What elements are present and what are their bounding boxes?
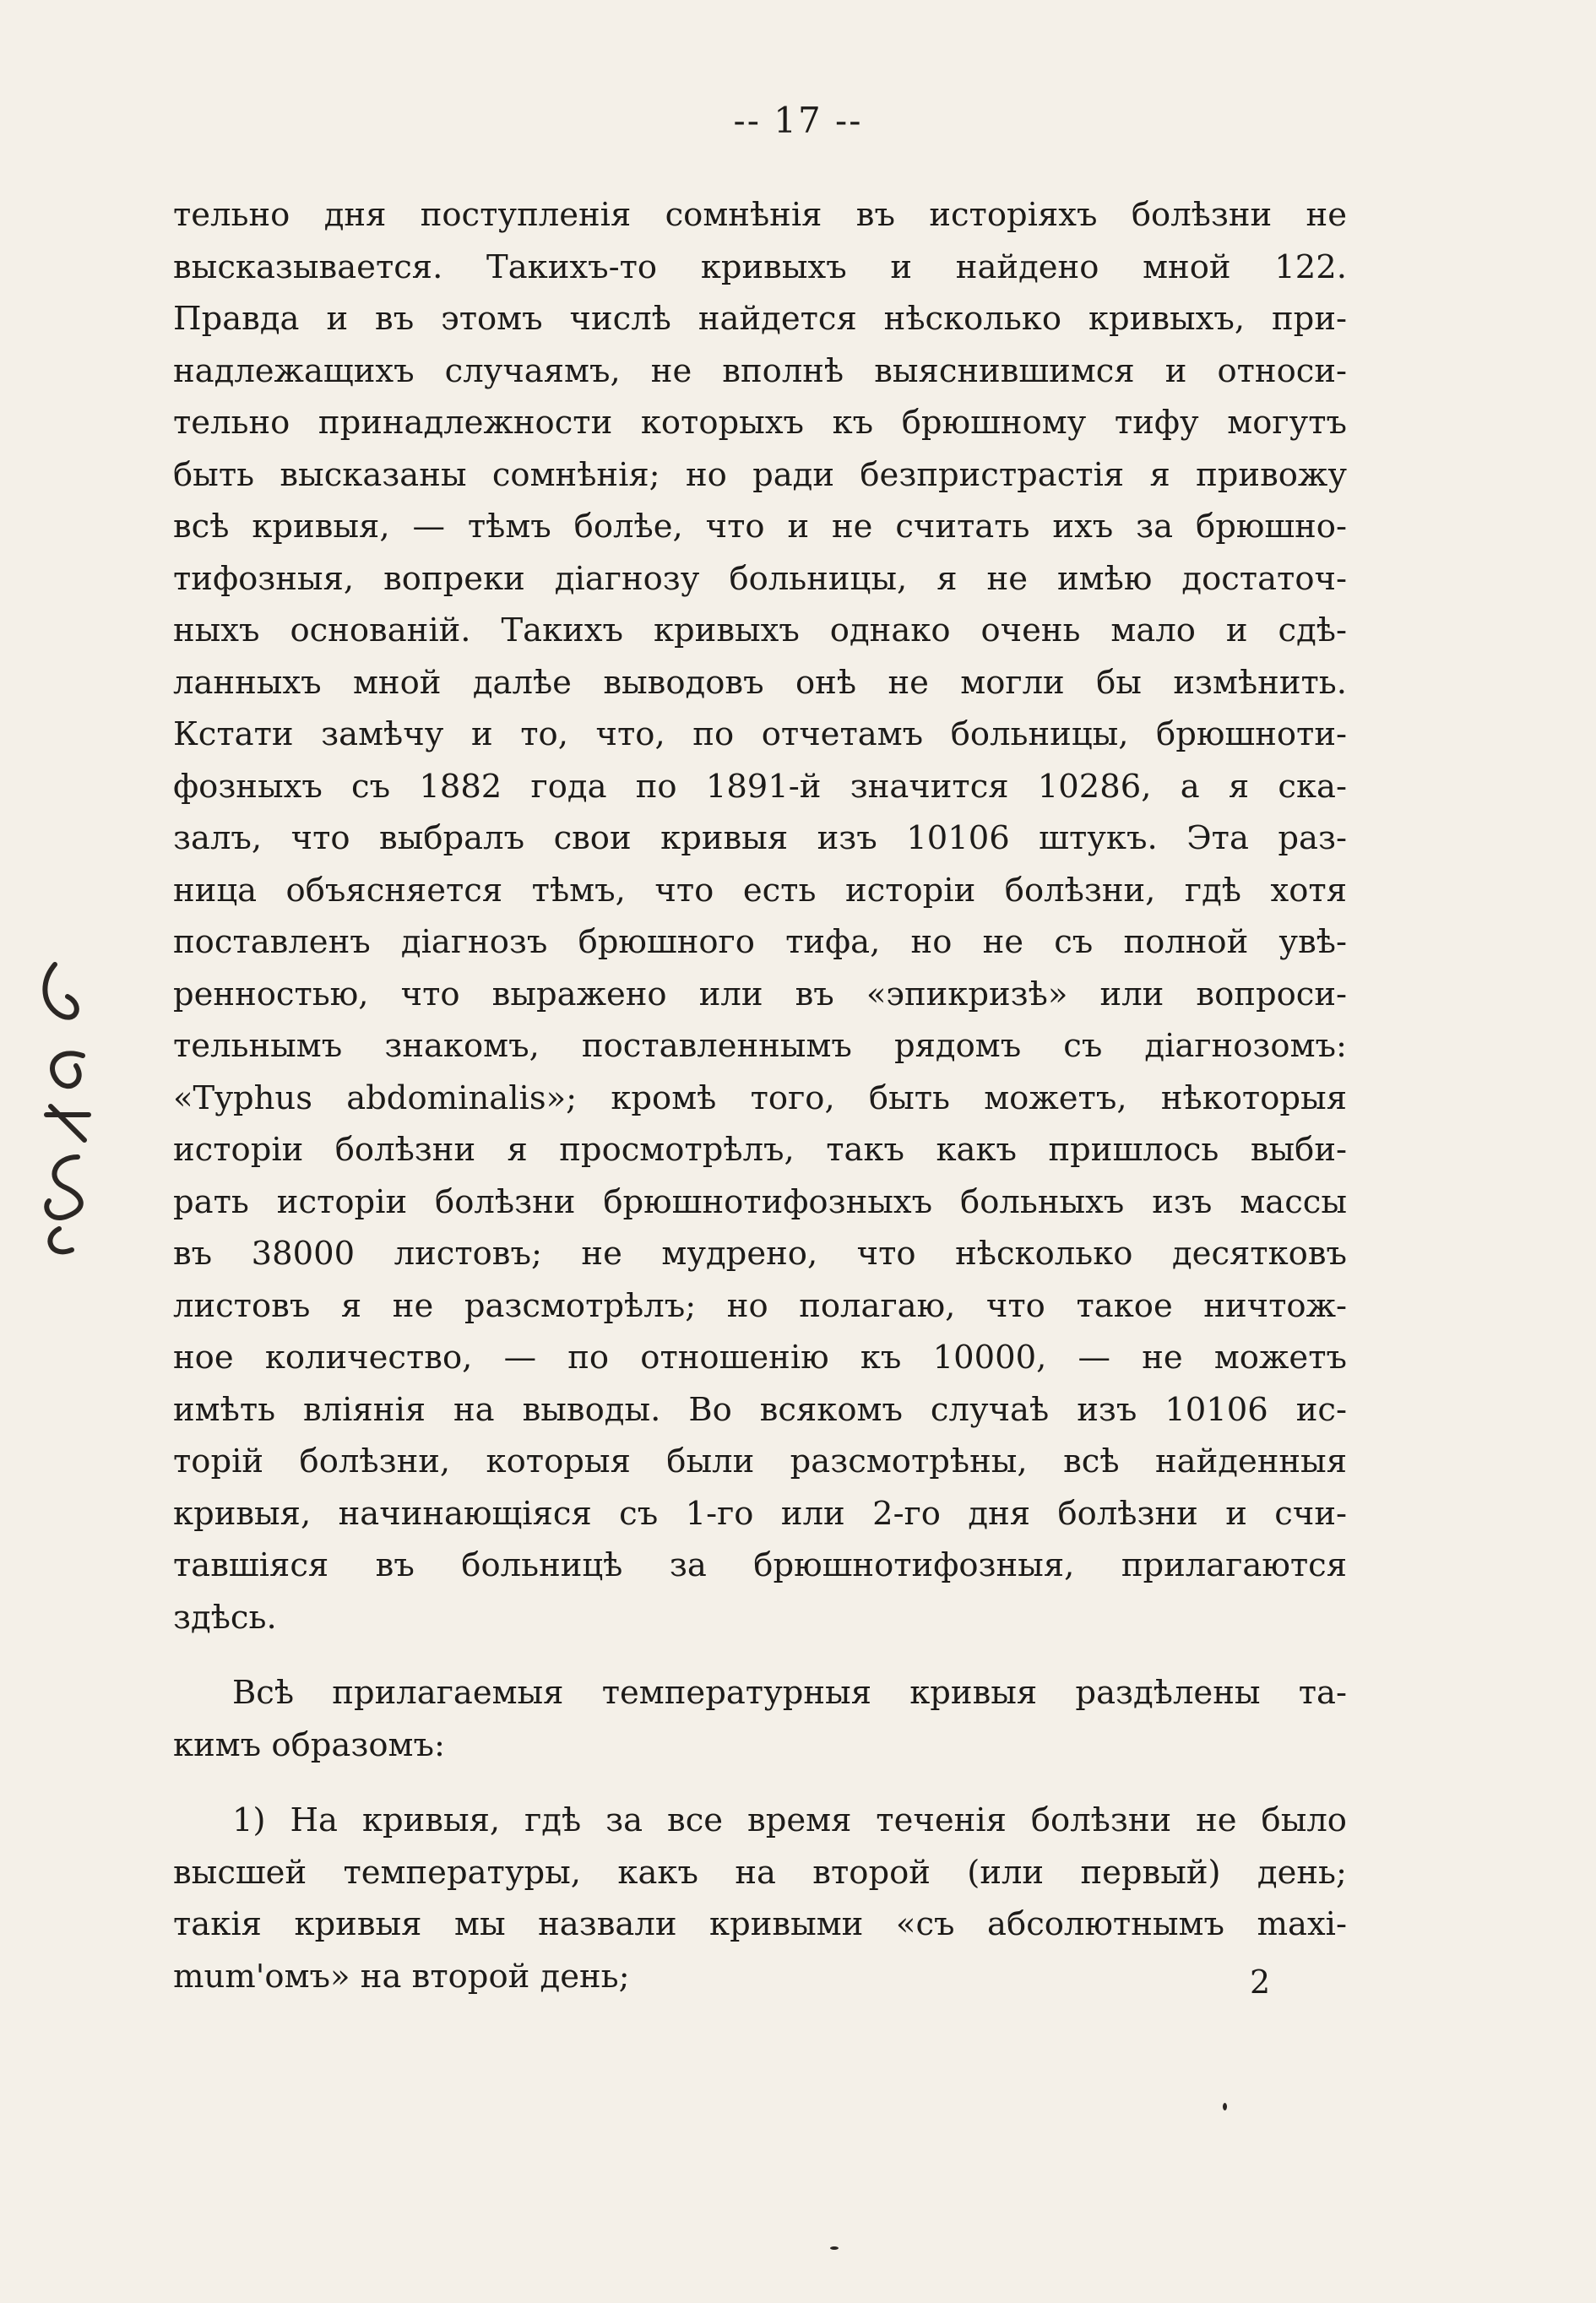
paper-speck bbox=[830, 2246, 839, 2250]
text-line: ланныхъ мной далѣе выводовъ онѣ не могли бы измѣнить. bbox=[173, 663, 1347, 702]
text-line: залъ, что выбралъ свои кривыя изъ 10106 штукъ. Эта раз- bbox=[173, 819, 1347, 857]
text-line: высказывается. Такихъ-то кривыхъ и найдено мной 122. bbox=[173, 247, 1347, 286]
text-line: фозныхъ съ 1882 года по 1891-й значится 10286, а я ска- bbox=[173, 767, 1347, 806]
signature-mark: 2 bbox=[1250, 1964, 1271, 2001]
paragraph-1 bbox=[173, 189, 1347, 1643]
body-text bbox=[173, 189, 1347, 2002]
text-line: листовъ я не разсмотрѣлъ; но полагаю, что такое ничтож- bbox=[173, 1286, 1347, 1325]
paper-speck bbox=[1223, 2103, 1227, 2110]
text-line: ное количество, — по отношенію къ 10000, — не можетъ bbox=[173, 1339, 1347, 1377]
text-line: всѣ кривыя, — тѣмъ болѣе, что и не считать ихъ за брюшно- bbox=[173, 508, 1347, 546]
handwritten-margin-note bbox=[17, 954, 110, 1267]
text-line: 1) На кривыя, гдѣ за все время теченія болѣзни не было bbox=[232, 1801, 1347, 1839]
text-line: «Typhus abdominalis»; кромѣ того, быть можетъ, нѣкоторыя bbox=[173, 1078, 1347, 1117]
text-line: имѣть вліянія на выводы. Во всякомъ случаѣ изъ 10106 ис- bbox=[173, 1390, 1347, 1429]
text-line: рать исторіи болѣзни брюшнотифозныхъ больныхъ изъ массы bbox=[173, 1182, 1347, 1221]
text-line: торій болѣзни, которыя были разсмотрѣны, всѣ найденныя bbox=[173, 1442, 1347, 1480]
text-line: тифозныя, вопреки діагнозу больницы, я не имѣю достаточ- bbox=[173, 559, 1347, 598]
paragraph-3 bbox=[173, 1795, 1347, 2002]
text-line: тельно принадлежности которыхъ къ брюшному тифу могутъ bbox=[173, 404, 1347, 442]
page-header-number: -- 17 -- bbox=[733, 100, 863, 141]
text-line: тельнымъ знакомъ, поставленнымъ рядомъ съ діагнозомъ: bbox=[173, 1027, 1347, 1065]
text-line: исторіи болѣзни я просмотрѣлъ, такъ какъ пришлось выби- bbox=[173, 1131, 1347, 1169]
text-line: кимъ образомъ: bbox=[173, 1725, 445, 1764]
text-line: высшей температуры, какъ на второй (или первый) день; bbox=[173, 1853, 1347, 1892]
text-line: Правда и въ этомъ числѣ найдется нѣсколько кривыхъ, при- bbox=[173, 300, 1347, 338]
text-line: ница объясняется тѣмъ, что есть исторіи болѣзни, гдѣ хотя bbox=[173, 871, 1347, 910]
text-line: тавшіяся въ больницѣ за брюшнотифозныя, прилагаются bbox=[173, 1546, 1347, 1584]
text-line: надлежащихъ случаямъ, не вполнѣ выяснившимся и относи- bbox=[173, 351, 1347, 390]
text-line: ренностью, что выражено или въ «эпикризѣ» или вопроси- bbox=[173, 975, 1347, 1013]
text-line: поставленъ діагнозъ брюшного тифа, но не съ полной увѣ- bbox=[173, 923, 1347, 961]
text-line: тельно дня поступленія сомнѣнія въ исторіяхъ болѣзни не bbox=[173, 196, 1347, 234]
text-line: здѣсь. bbox=[173, 1598, 277, 1637]
paragraph-2 bbox=[173, 1667, 1347, 1771]
text-line: быть высказаны сомнѣнія; но ради безпристрастія я привожу bbox=[173, 455, 1347, 494]
text-line: ныхъ основаній. Такихъ кривыхъ однако очень мало и сдѣ- bbox=[173, 611, 1347, 649]
text-line: въ 38000 листовъ; не мудрено, что нѣсколько десятковъ bbox=[173, 1235, 1347, 1273]
text-line: mum'омъ» на второй день; bbox=[173, 1957, 630, 1996]
text-line: Кстати замѣчу и то, что, по отчетамъ больницы, брюшноти- bbox=[173, 715, 1347, 753]
text-line: Всѣ прилагаемыя температурныя кривыя раздѣлены та- bbox=[232, 1674, 1347, 1712]
text-line: кривыя, начинающіяся съ 1-го или 2-го дня болѣзни и счи- bbox=[173, 1494, 1347, 1533]
text-line: такія кривыя мы назвали кривыми «съ абсолютнымъ maxi- bbox=[173, 1905, 1347, 1943]
